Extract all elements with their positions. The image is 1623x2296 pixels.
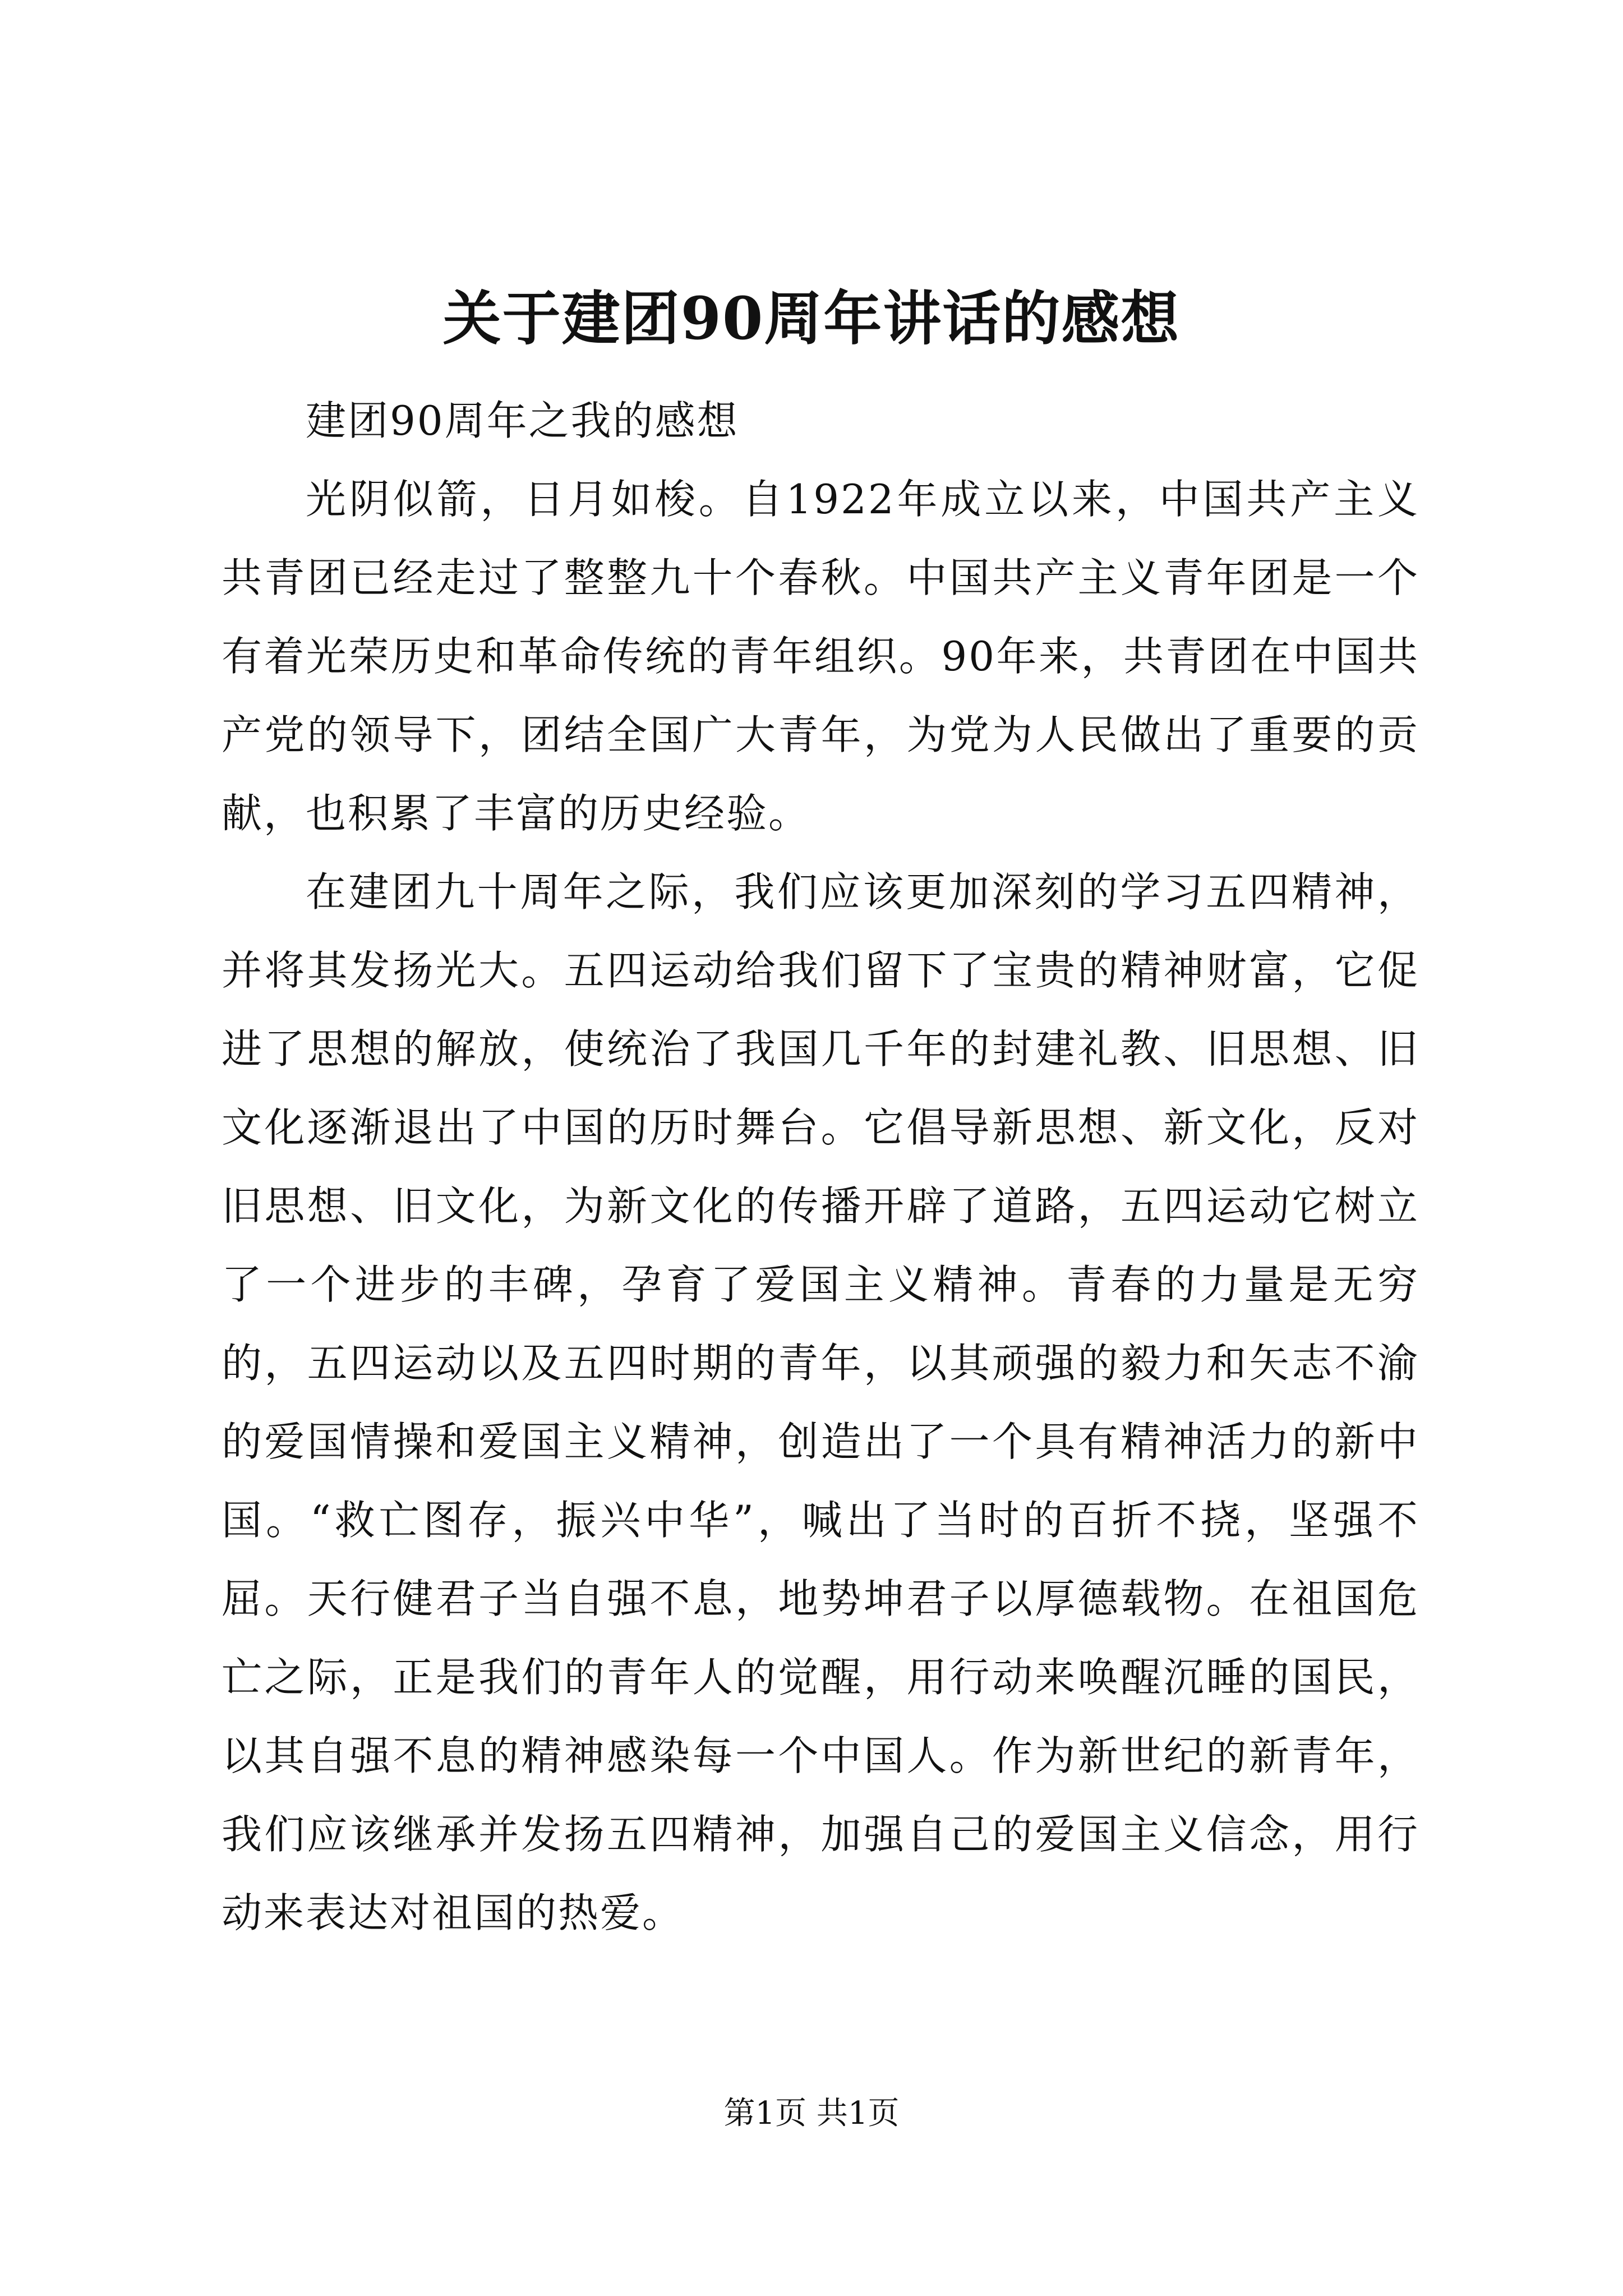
body-paragraph-1: 光阴似箭，日月如梭。自1922年成立以来，中国共产主义共青团已经走过了整整九十个春秋。中国共产主义青年团是一个有着光荣历史和革命传统的青年组织。90年来，共青团在中国共产党的领导下，团结全国广大青年，为党为人民做出了重要的贡献，也积累了丰富的历史经验。 — [222, 476, 1419, 837]
document-title: 关于建团90周年讲话的感想 — [442, 284, 1181, 353]
page-footer: 第1页 共1页 — [723, 2095, 900, 2132]
document-body — [222, 381, 1419, 1952]
subtitle-paragraph: 建团90周年之我的感想 — [306, 397, 739, 444]
body-paragraph-2: 在建团九十周年之际，我们应该更加深刻的学习五四精神，并将其发扬光大。五四运动给我们留下了宝贵的精神财富，它促进了思想的解放，使统治了我国几千年的封建礼教、旧思想、旧文化逐渐退出了中国的历时舞台。它倡导新思想、新文化，反对旧思想、旧文化，为新文化的传播开辟了道路，五四运动它树立了一个进步的丰碑，孕育了爱国主义精神。青春的力量是无穷的，五四运动以及五四时期的青年，以其顽强的毅力和矢志不渝的爱国情操和爱国主义精神，创造出了一个具有精神活力的新中国。“救亡图存，振兴中华”，喊出了当时的百折不挠，坚强不屈。天行健君子当自强不息，地势坤君子以厚德载物。在祖国危亡之际，正是我们的青年人的觉醒，用行动来唤醒沉睡的国民，以其自强不息的精神感染每一个中国人。作为新世纪的新青年，我们应该继承并发扬五四精神，加强自己的爱国主义信念，用行动来表达对祖国的热爱。 — [222, 868, 1419, 1936]
